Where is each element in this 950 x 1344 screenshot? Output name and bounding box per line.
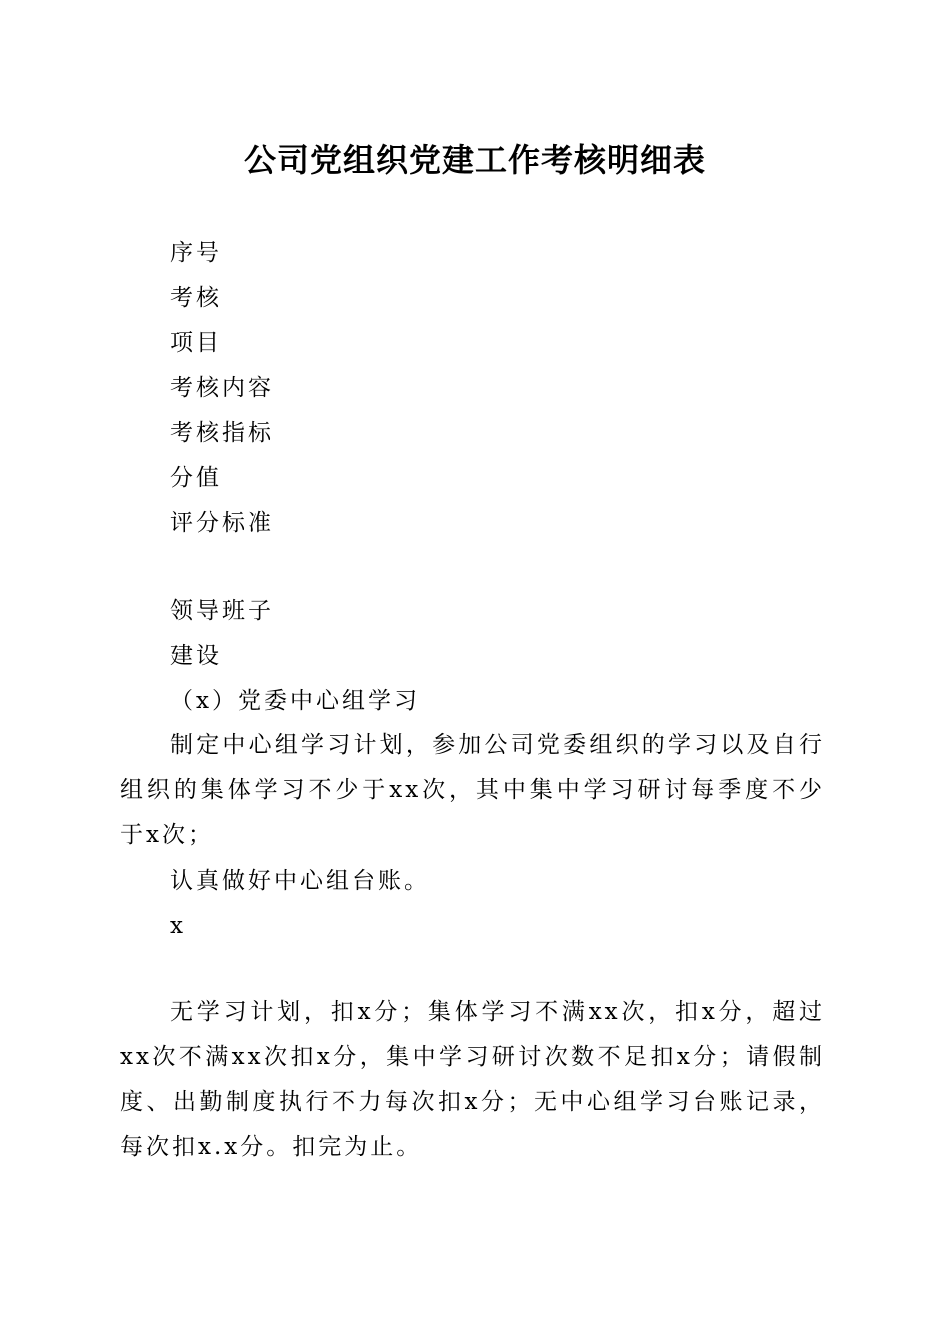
score-value: x	[170, 913, 186, 939]
header-field-assessment: 考核	[170, 285, 222, 311]
category-line-1: 领导班子	[170, 598, 274, 624]
header-field-score: 分值	[170, 465, 222, 491]
header-field-serial-number: 序号	[170, 240, 222, 266]
header-field-assessment-indicator: 考核指标	[170, 420, 274, 446]
header-field-item: 项目	[170, 330, 222, 356]
scoring-standard-paragraph: 无学习计划，扣x分；集体学习不满xx次，扣x分，超过xx次不满xx次扣x分，集中学习研讨次数不足扣x分；请假制度、出勤制度执行不力每次扣x分；无中心组学习台账记录，每次扣x.x分。扣完为止。	[120, 999, 825, 1160]
item-title: （x）党委中心组学习	[170, 688, 420, 714]
category-line-2: 建设	[170, 643, 222, 669]
indicator-text: 认真做好中心组台账。	[170, 868, 430, 894]
header-field-scoring-standard: 评分标准	[170, 510, 274, 536]
header-field-assessment-content: 考核内容	[170, 375, 274, 401]
document-title: 公司党组织党建工作考核明细表	[243, 141, 706, 179]
content-paragraph: 制定中心组学习计划，参加公司党委组织的学习以及自行组织的集体学习不少于xx次，其中集中学习研讨每季度不少于x次；	[120, 732, 825, 848]
